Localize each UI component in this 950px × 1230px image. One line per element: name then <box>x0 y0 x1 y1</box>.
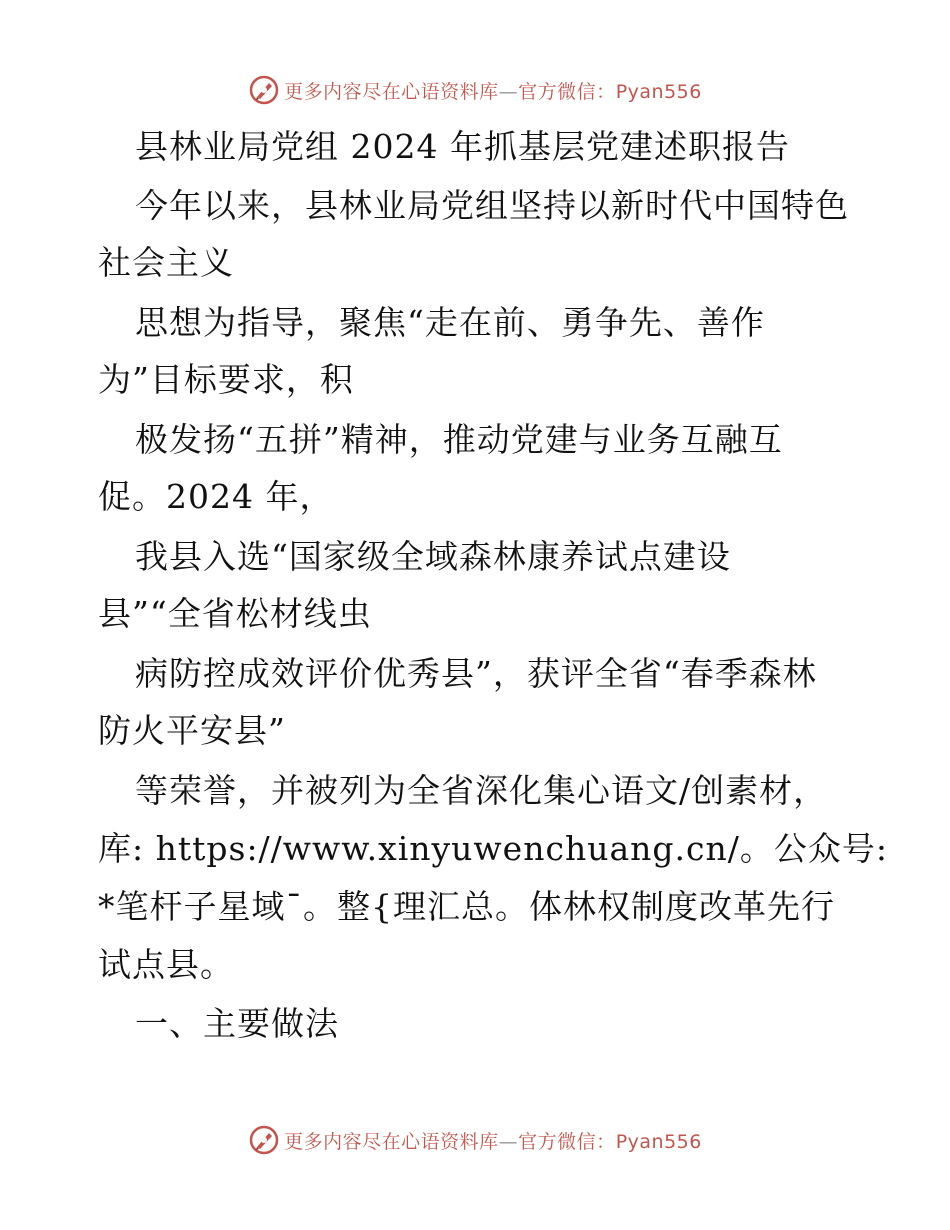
banner-wechat-label: 官方微信： <box>518 80 616 103</box>
paragraph-line: 促。2024 年， <box>98 477 334 516</box>
paragraph-line: 等荣誉，并被列为全省深化集心语文/创素材， <box>135 771 828 810</box>
banner-site-text: 更多内容尽在心语资料库 <box>284 80 499 103</box>
paragraph-line: 病防控成效评价优秀县”，获评全省“春季森林 <box>135 654 817 693</box>
paragraph-line: 思想为指导，聚焦“走在前、勇争先、善作 <box>135 303 765 342</box>
pen-logo-icon <box>248 1124 280 1156</box>
banner-wechat-id: Pyan556 <box>615 1130 702 1153</box>
paragraph-line: 极发扬“五拼”精神，推动党建与业务互融互 <box>135 420 783 459</box>
paragraph-line: 我县入选“国家级全域森林康养试点建设 <box>135 537 731 576</box>
paragraph-line: 社会主义 <box>98 243 234 282</box>
banner-separator: — <box>498 1130 519 1153</box>
paragraph-line: 为”目标要求，积 <box>98 360 354 399</box>
header-banner <box>0 70 950 110</box>
paragraph-line: 试点县。 <box>98 945 234 984</box>
paragraph-line: 今年以来，县林业局党组坚持以新时代中国特色 <box>135 186 849 225</box>
paragraph-line: 库: https://www.xinyuwenchuang.cn/。公众号: <box>98 829 888 868</box>
footer-banner <box>0 1120 950 1160</box>
banner-wechat-id: Pyan556 <box>615 80 702 103</box>
banner-site-text: 更多内容尽在心语资料库 <box>284 1130 499 1153</box>
banner-text <box>284 77 702 104</box>
banner-separator: — <box>498 80 519 103</box>
paragraph-line: 防火平安县” <box>98 711 286 750</box>
paragraph-line: *笔杆子星域¯。整{理汇总。体林权制度改革先行 <box>98 887 835 926</box>
paragraph-line: 县”“全省松材线虫 <box>98 594 372 633</box>
pen-logo-icon <box>248 74 280 106</box>
banner-text <box>284 1127 702 1154</box>
banner-wechat-label: 官方微信： <box>518 1130 616 1153</box>
document-title: 县林业局党组 2024 年抓基层党建述职报告 <box>135 127 790 166</box>
section-heading: 一、主要做法 <box>135 1004 339 1043</box>
